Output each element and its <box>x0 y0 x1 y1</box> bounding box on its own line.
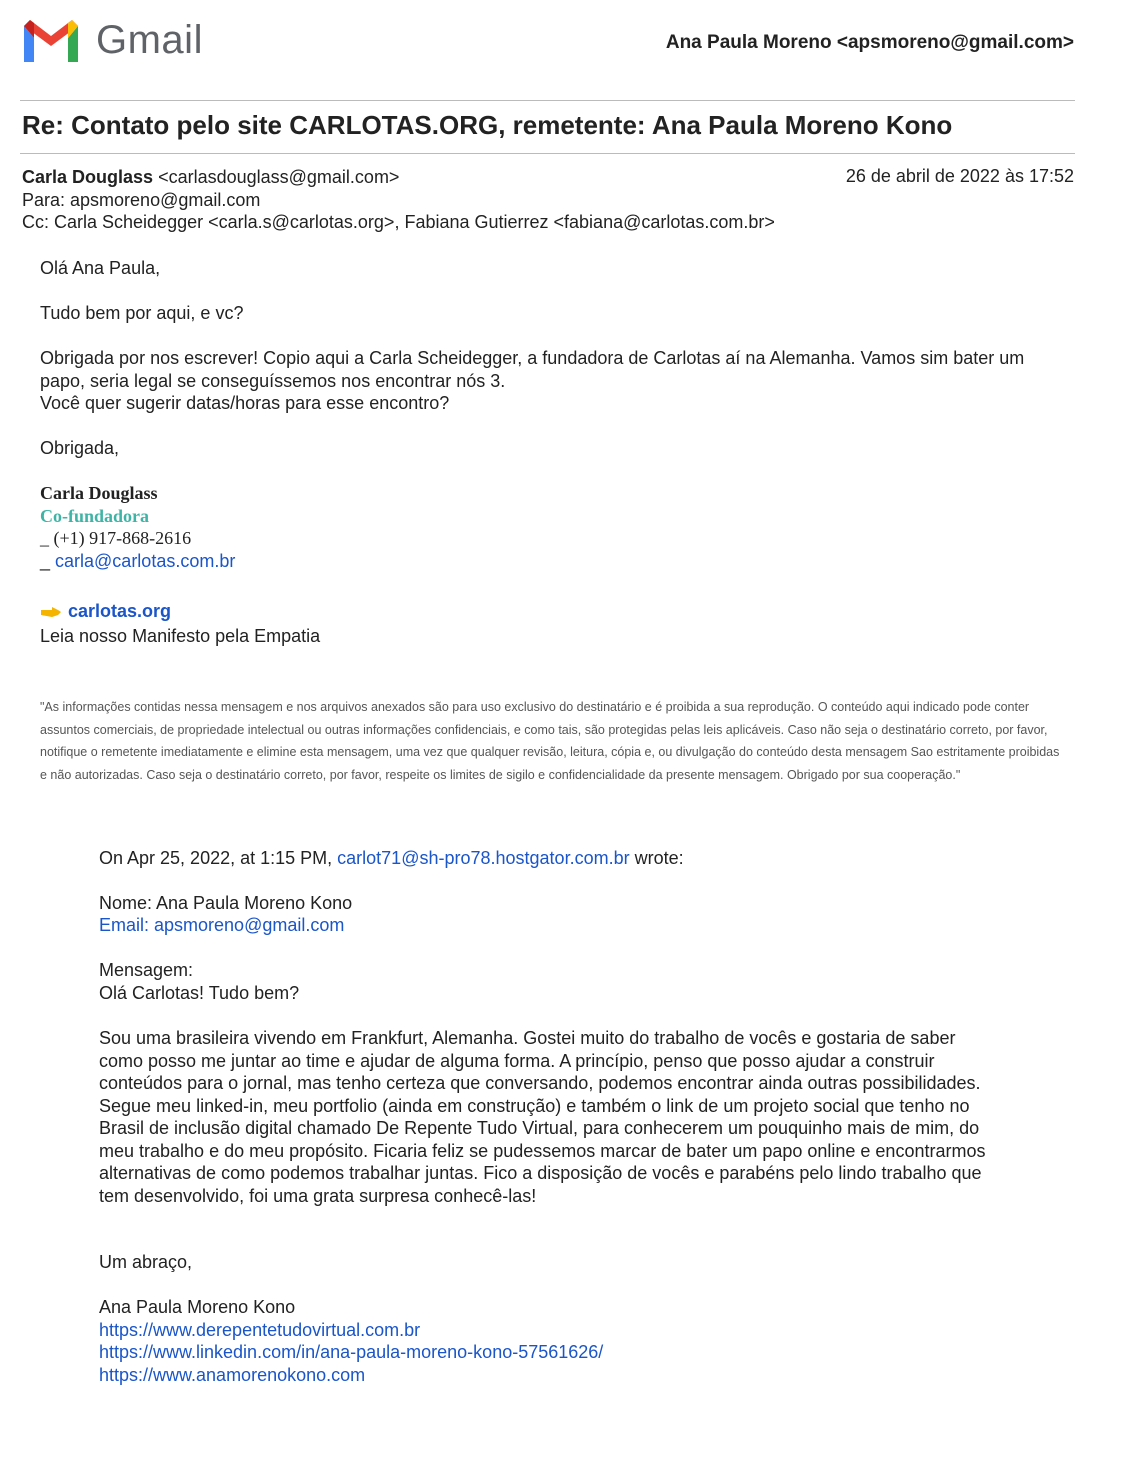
account-label: Ana Paula Moreno <apsmoreno@gmail.com> <box>665 32 1074 53</box>
signature-role: Co-fundadora <box>40 506 150 526</box>
signature-email-prefix: _ <box>40 551 56 571</box>
signature-name: Carla Douglass <box>40 483 158 503</box>
from-email: <carlasdouglass@gmail.com> <box>158 167 400 187</box>
body-line: Tudo bem por aqui, e vc? <box>40 303 244 323</box>
greeting: Olá Ana Paula, <box>40 258 161 278</box>
pointing-hand-icon <box>40 606 62 618</box>
to-line: Para: apsmoreno@gmail.com <box>22 190 261 210</box>
quote-intro-suffix: wrote: <box>629 848 684 868</box>
quote-intro-prefix: On Apr 25, 2022, at 1:15 PM, <box>99 848 338 868</box>
closing: Obrigada, <box>40 438 120 458</box>
site-link[interactable]: carlotas.org <box>68 601 172 621</box>
quote-link-portfolio[interactable]: https://www.anamorenokono.com <box>99 1365 366 1385</box>
signature-email-line <box>40 550 1040 573</box>
signature-phone: _ (+1) 917-868-2616 <box>40 528 192 548</box>
cc-line: Cc: Carla Scheidegger <carla.s@carlotas.org>, Fabiana Gutierrez <fabiana@carlotas.com.br> <box>22 212 775 232</box>
body-line: Você quer sugerir datas/horas para esse encontro? <box>40 393 450 413</box>
quote-nome: Nome: Ana Paula Moreno Kono <box>99 893 353 913</box>
body-paragraph: Obrigada por nos escrever! Copio aqui a Carla Scheidegger, a fundadora de Carlotas aí na Alemanha. Vamos sim bater um papo, seria legal se conseguíssemos nos encontrar nós 3. <box>40 348 1025 391</box>
email-date: 26 de abril de 2022 às 17:52 <box>845 166 1074 186</box>
quote-link-linkedin[interactable]: https://www.linkedin.com/in/ana-paula-moreno-kono-57561626/ <box>99 1342 604 1362</box>
quote-name: Ana Paula Moreno Kono <box>99 1297 296 1317</box>
from-line <box>22 166 399 188</box>
disclaimer: "As informações contidas nessa mensagem e nos arquivos anexados são para uso exclusivo do destinatário e é proibida a sua reprodução. O conteúdo aqui indicado pode conter assuntos comerciais, de propriedade intelectual ou outras informações confidenciais, e como tais, são protegidas pelas leis aplicáveis. Caso não seja o destinatário correto, por favor, notifique o remetente imediatamente e elimine esta mensagem, uma vez que qualquer revisão, leitura, cópia e, ou divulgação do conteúdo desta mensagem Sao estritamente proibidas e não autorizadas. Caso seja o destinatário correto, por favor, respeite os limites de sigilo e confidencialidade da presente mensagem. Obrigado por sua cooperação." <box>40 700 1060 782</box>
quote-signoff: Um abraço, <box>99 1252 193 1272</box>
quote-link-derepente[interactable]: https://www.derepentetudovirtual.com.br <box>99 1320 421 1340</box>
quote-sender-link[interactable]: carlot71@sh-pro78.hostgator.com.br <box>337 848 630 868</box>
gmail-logo-icon <box>20 18 82 64</box>
site-line <box>40 600 1040 623</box>
quote-email-link[interactable]: Email: apsmoreno@gmail.com <box>99 915 345 935</box>
from-name: Carla Douglass <box>22 167 154 187</box>
divider <box>20 100 1075 101</box>
manifesto-line: Leia nosso Manifesto pela Empatia <box>40 626 321 646</box>
email-subject: Re: Contato pelo site CARLOTAS.ORG, remetente: Ana Paula Moreno Kono <box>22 110 953 140</box>
gmail-brand: Gmail <box>96 18 203 62</box>
quote-mensagem-label: Mensagem: <box>99 960 194 980</box>
signature-email-link[interactable]: carla@carlotas.com.br <box>55 551 236 571</box>
quote-hello: Olá Carlotas! Tudo bem? <box>99 983 300 1003</box>
quote-intro <box>99 847 1004 870</box>
quote-body: Sou uma brasileira vivendo em Frankfurt, Alemanha. Gostei muito do trabalho de vocês e gostaria de saber como posso me juntar ao time e ajudar de alguma forma. A princípio, penso que posso ajudar a construir conteúdos para o jornal, mas tenho certeza que conversando, podemos encontrar ainda outras possibilidades. Segue meu linked-in, meu portfolio (ainda em construção) e também o link de um projeto social que tenho no Brasil de inclusão digital chamado De Repente Tudo Virtual, para conhecerem um pouquinho mais de mim, do meu trabalho e do meu propósito. Ficaria feliz se pudessemos marcar de bater um papo online e encontrarmos alternativas de como podemos trabalhar juntas. Fico a disposição de vocês e parabéns pelo lindo trabalho que tem desenvolvido, foi uma grata surpresa conhecê-las! <box>99 1028 986 1206</box>
divider <box>20 153 1075 154</box>
